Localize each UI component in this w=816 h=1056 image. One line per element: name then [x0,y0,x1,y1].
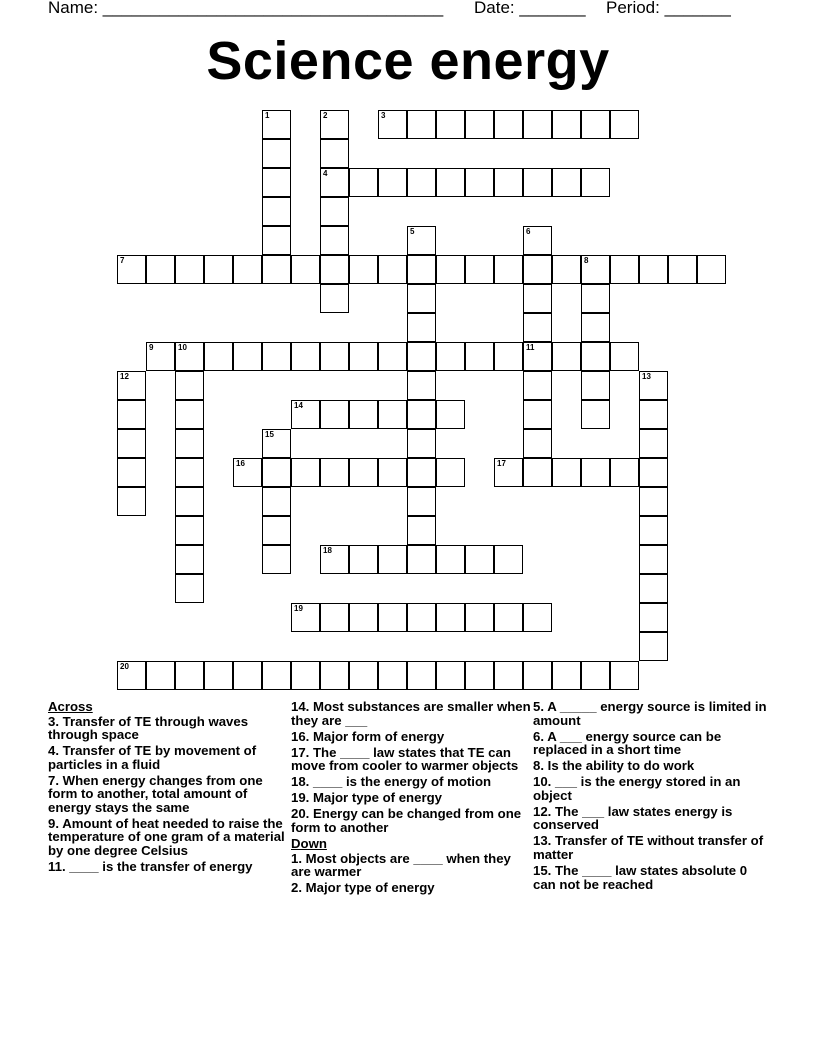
grid-cell[interactable] [233,661,262,690]
down-heading: Down [291,836,327,852]
name-field-label: Name: ____________________________________ [48,0,444,17]
grid-cell[interactable] [204,342,233,371]
grid-cell[interactable] [175,458,204,487]
grid-cell[interactable] [523,603,552,632]
clue-item [533,730,773,757]
grid-cell[interactable] [291,400,320,429]
clue-number: 4 [323,169,328,178]
clue-item-text: Energy can be changed from one form to another [291,806,522,835]
grid-cell[interactable] [407,661,436,690]
grid-cell[interactable] [639,371,668,400]
grid-cell[interactable] [494,603,523,632]
grid-cell[interactable] [668,255,697,284]
grid-cell[interactable] [523,284,552,313]
grid-cell[interactable] [320,661,349,690]
grid-cell[interactable] [262,197,291,226]
grid-cell[interactable] [523,110,552,139]
grid-cell[interactable] [349,661,378,690]
clue-item [48,860,288,874]
grid-cell[interactable] [378,545,407,574]
clue-item-text: A _____ energy source is limited in amount [533,699,767,728]
grid-cell[interactable] [262,487,291,516]
clue-item-text: Amount of heat needed to raise the temperature of one gram of a material by one degree Celsius [48,815,285,858]
clue-number: 2 [323,111,328,120]
grid-cell[interactable] [320,110,349,139]
clue-item-text: ____ is the transfer of energy [69,858,253,874]
clue-item [48,817,288,858]
grid-cell[interactable] [146,255,175,284]
grid-cell[interactable] [320,545,349,574]
grid-cell[interactable] [610,255,639,284]
grid-cell[interactable] [523,255,552,284]
grid-cell[interactable] [262,139,291,168]
clue-item-number: 1. [291,850,306,866]
clue-item-number: 3. [48,713,63,729]
grid-cell[interactable] [320,284,349,313]
clue-number: 20 [120,662,129,671]
grid-cell[interactable] [436,661,465,690]
grid-cell[interactable] [552,110,581,139]
clue-item-number: 19. [291,790,313,806]
date-field-label: Date: _______ [474,0,586,17]
grid-cell[interactable] [175,574,204,603]
grid-cell[interactable] [117,661,146,690]
grid-cell[interactable] [291,603,320,632]
grid-cell[interactable] [117,400,146,429]
grid-cell[interactable] [465,342,494,371]
grid-cell[interactable] [407,603,436,632]
grid-cell[interactable] [262,458,291,487]
grid-cell[interactable] [581,110,610,139]
grid-cell[interactable] [436,255,465,284]
grid-cell[interactable] [407,400,436,429]
grid-cell[interactable] [465,110,494,139]
grid-cell[interactable] [639,255,668,284]
grid-cell[interactable] [117,255,146,284]
clue-number: 3 [381,111,386,120]
grid-cell[interactable] [349,603,378,632]
grid-cell[interactable] [262,429,291,458]
clue-item [533,775,773,802]
grid-cell[interactable] [291,661,320,690]
grid-cell[interactable] [175,661,204,690]
clue-item [533,700,773,727]
grid-cell[interactable] [378,458,407,487]
grid-cell[interactable] [349,168,378,197]
grid-cell[interactable] [552,168,581,197]
grid-cell[interactable] [523,371,552,400]
grid-cell[interactable] [349,342,378,371]
clue-number: 13 [642,372,651,381]
grid-cell[interactable] [494,110,523,139]
clue-item-number: 20. [291,806,313,822]
clue-item-text: Most substances are smaller when they are ___ [291,699,531,728]
clue-number: 10 [178,343,187,352]
clue-item-text: Major type of energy [305,880,435,896]
grid-cell[interactable] [552,255,581,284]
grid-cell[interactable] [581,313,610,342]
grid-cell[interactable] [639,429,668,458]
grid-cell[interactable] [407,168,436,197]
grid-cell[interactable] [610,342,639,371]
grid-cell[interactable] [320,226,349,255]
grid-cell[interactable] [407,429,436,458]
grid-cell[interactable] [175,487,204,516]
grid-cell[interactable] [494,458,523,487]
clue-item-number: 13. [533,833,555,849]
grid-cell[interactable] [320,168,349,197]
grid-cell[interactable] [262,255,291,284]
grid-cell[interactable] [407,313,436,342]
clue-item [533,759,773,773]
grid-cell[interactable] [465,603,494,632]
clue-number: 1 [265,111,270,120]
grid-cell[interactable] [465,168,494,197]
grid-cell[interactable] [581,284,610,313]
grid-cell[interactable] [407,342,436,371]
grid-cell[interactable] [407,255,436,284]
grid-cell[interactable] [407,371,436,400]
grid-cell[interactable] [349,545,378,574]
grid-cell[interactable] [436,545,465,574]
grid-cell[interactable] [552,342,581,371]
clue-column-1 [48,700,288,876]
clue-item-number: 16. [291,728,313,744]
clue-item-number: 12. [533,803,555,819]
grid-cell[interactable] [407,545,436,574]
grid-cell[interactable] [378,342,407,371]
across-clue-list [48,715,288,874]
grid-cell[interactable] [552,458,581,487]
clue-item-number: 9. [48,815,63,831]
grid-cell[interactable] [262,226,291,255]
clue-item [291,807,531,834]
grid-cell[interactable] [233,458,262,487]
grid-cell[interactable] [581,400,610,429]
grid-cell[interactable] [291,342,320,371]
grid-cell[interactable] [233,342,262,371]
clue-number: 8 [584,256,589,265]
grid-cell[interactable] [523,342,552,371]
grid-cell[interactable] [639,632,668,661]
grid-cell[interactable] [204,661,233,690]
across-clue-list-continued [291,700,531,834]
grid-cell[interactable] [523,313,552,342]
grid-cell[interactable] [639,458,668,487]
grid-cell[interactable] [320,255,349,284]
grid-cell[interactable] [175,255,204,284]
grid-cell[interactable] [436,603,465,632]
clue-item-text: Transfer of TE by movement of particles in a fluid [48,743,257,772]
clue-item-text: Most objects are ____ when they are warmer [291,850,511,880]
grid-cell[interactable] [523,458,552,487]
clue-number: 19 [294,604,303,613]
clue-item-text: When energy changes from one form to another, total amount of energy stays the same [48,772,263,815]
grid-cell[interactable] [291,255,320,284]
grid-cell[interactable] [494,168,523,197]
grid-cell[interactable] [581,255,610,284]
period-field-label: Period: _______ [606,0,731,17]
grid-cell[interactable] [581,458,610,487]
clue-item-text: The ____ law states absolute 0 can not be reached [533,863,748,892]
clue-item [533,864,773,891]
grid-cell[interactable] [320,197,349,226]
clue-item-number: 14. [291,699,313,714]
grid-cell[interactable] [581,661,610,690]
grid-cell[interactable] [581,168,610,197]
clue-item-text: ___ is the energy stored in an object [533,774,741,803]
clue-column-3 [533,700,773,894]
grid-cell[interactable] [262,545,291,574]
grid-cell[interactable] [378,168,407,197]
clue-item-number: 6. [533,728,548,744]
grid-cell[interactable] [175,516,204,545]
clue-item-text: A ___ energy source can be replaced in a short time [533,728,722,758]
grid-cell[interactable] [262,168,291,197]
clue-number: 18 [323,546,332,555]
grid-cell[interactable] [639,516,668,545]
grid-cell[interactable] [639,603,668,632]
clue-item-number: 18. [291,774,313,790]
grid-cell[interactable] [117,487,146,516]
grid-cell[interactable] [349,458,378,487]
grid-cell[interactable] [320,139,349,168]
grid-cell[interactable] [378,661,407,690]
clue-item [291,700,531,727]
grid-cell[interactable] [523,168,552,197]
grid-cell[interactable] [175,371,204,400]
grid-cell[interactable] [494,255,523,284]
clue-number: 14 [294,401,303,410]
grid-cell[interactable] [610,458,639,487]
grid-cell[interactable] [610,110,639,139]
grid-cell[interactable] [407,487,436,516]
clue-item-text: Major form of energy [313,728,445,744]
clue-item-number: 2. [291,880,306,896]
grid-cell[interactable] [378,603,407,632]
grid-cell[interactable] [291,458,320,487]
clue-item-text: ____ is the energy of motion [313,774,492,790]
clue-number: 9 [149,343,154,352]
grid-cell[interactable] [349,400,378,429]
grid-cell[interactable] [378,400,407,429]
grid-cell[interactable] [639,400,668,429]
clue-number: 7 [120,256,125,265]
clue-item [533,834,773,861]
grid-cell[interactable] [523,400,552,429]
grid-cell[interactable] [494,342,523,371]
clue-number: 5 [410,227,415,236]
grid-cell[interactable] [175,342,204,371]
grid-cell[interactable] [697,255,726,284]
grid-cell[interactable] [117,371,146,400]
grid-cell[interactable] [320,458,349,487]
grid-cell[interactable] [117,429,146,458]
page-title: Science energy [206,31,610,91]
grid-cell[interactable] [320,400,349,429]
grid-cell[interactable] [523,661,552,690]
grid-cell[interactable] [117,458,146,487]
clue-item [48,744,288,771]
clue-number: 16 [236,459,245,468]
clue-number: 12 [120,372,129,381]
grid-cell[interactable] [436,110,465,139]
grid-cell[interactable] [262,516,291,545]
grid-cell[interactable] [523,429,552,458]
grid-cell[interactable] [407,110,436,139]
clue-number: 6 [526,227,531,236]
clue-item-number: 7. [48,772,63,788]
grid-cell[interactable] [436,168,465,197]
grid-cell[interactable] [581,371,610,400]
grid-cell[interactable] [146,342,175,371]
grid-cell[interactable] [146,661,175,690]
grid-cell[interactable] [262,342,291,371]
grid-cell[interactable] [378,110,407,139]
grid-cell[interactable] [465,661,494,690]
grid-cell[interactable] [204,255,233,284]
grid-cell[interactable] [407,284,436,313]
grid-cell[interactable] [436,458,465,487]
grid-cell[interactable] [552,661,581,690]
clue-item-text: The ___ law states energy is conserved [533,803,733,833]
clue-item [291,730,531,744]
grid-cell[interactable] [233,255,262,284]
grid-cell[interactable] [378,255,407,284]
clue-item [48,715,288,742]
clue-item-text: The ____ law states that TE can move from cooler to warmer objects [291,744,519,774]
grid-cell[interactable] [320,342,349,371]
clue-column-2 [291,700,531,897]
grid-cell[interactable] [320,603,349,632]
down-clue-list [291,852,531,895]
grid-cell[interactable] [494,661,523,690]
clue-item-number: 4. [48,743,63,759]
clue-item-text: Major type of energy [313,790,442,806]
clue-item [291,775,531,789]
grid-cell[interactable] [262,661,291,690]
grid-cell[interactable] [407,458,436,487]
clue-item [291,881,531,895]
grid-cell[interactable] [262,110,291,139]
grid-cell[interactable] [639,487,668,516]
clue-item-number: 5. [533,699,548,714]
clue-item [291,852,531,879]
grid-cell[interactable] [639,574,668,603]
grid-cell[interactable] [436,342,465,371]
clue-item-number: 11. [48,858,70,874]
clue-number: 15 [265,430,274,439]
clue-item-text: Transfer of TE through waves through space [48,713,249,742]
grid-cell[interactable] [436,400,465,429]
grid-cell[interactable] [175,400,204,429]
clue-number: 11 [526,343,535,352]
grid-cell[interactable] [639,545,668,574]
clue-item-text: Transfer of TE without transfer of matter [533,833,764,862]
grid-cell[interactable] [465,255,494,284]
clue-item-number: 8. [533,758,548,774]
across-heading: Across [48,699,93,714]
grid-cell[interactable] [581,342,610,371]
clue-item-number: 15. [533,863,555,879]
grid-cell[interactable] [465,545,494,574]
grid-cell[interactable] [349,255,378,284]
grid-cell[interactable] [523,226,552,255]
down-clue-list-continued [533,700,773,891]
clue-item-number: 10. [533,774,555,790]
clue-item [533,805,773,832]
clue-item [48,774,288,815]
clue-item [291,791,531,805]
grid-cell[interactable] [175,545,204,574]
grid-cell[interactable] [407,516,436,545]
grid-cell[interactable] [175,429,204,458]
clue-item [291,746,531,773]
clue-number: 17 [497,459,506,468]
clue-item-text: Is the ability to do work [547,758,695,774]
grid-cell[interactable] [494,545,523,574]
clue-item-number: 17. [291,744,313,760]
grid-cell[interactable] [610,661,639,690]
grid-cell[interactable] [407,226,436,255]
